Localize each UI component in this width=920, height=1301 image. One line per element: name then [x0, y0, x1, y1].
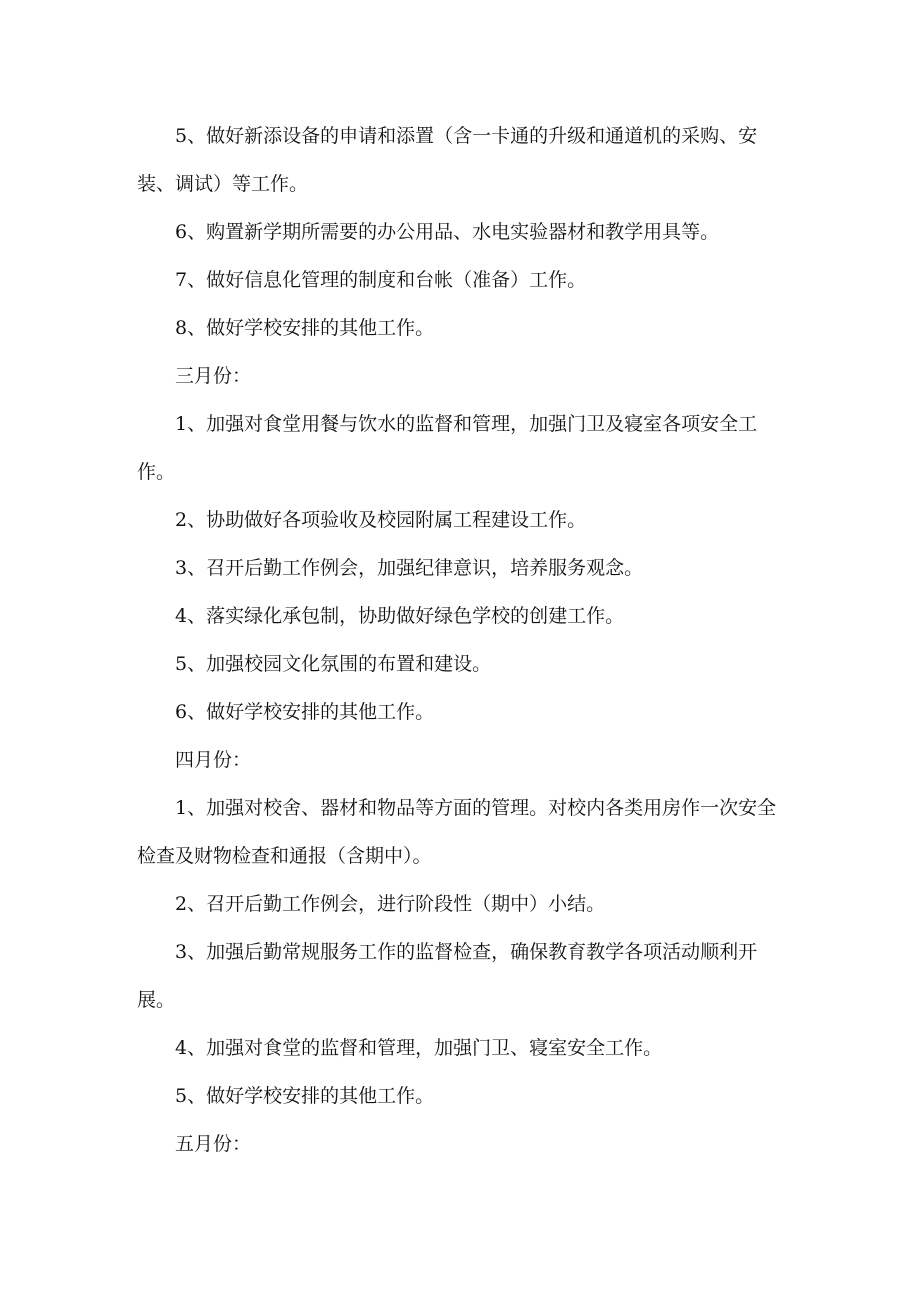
paragraph-item: 6、做好学校安排的其他工作。	[175, 701, 435, 723]
paragraph-item: 2、召开后勤工作例会，进行阶段性（期中）小结。	[175, 893, 606, 915]
paragraph-item: 1、加强对校舍、器材和物品等方面的管理。对校内各类用房作一次安全检查及财物检查和通报（含期中）。	[137, 797, 777, 867]
paragraph-item: 5、做好学校安排的其他工作。	[175, 1085, 435, 1107]
paragraph-item: 4、落实绿化承包制，协助做好绿色学校的创建工作。	[175, 605, 625, 627]
paragraph-item: 6、购置新学期所需要的办公用品、水电实验器材和教学用具等。	[175, 221, 720, 243]
paragraph-item: 2、协助做好各项验收及校园附属工程建设工作。	[175, 509, 587, 531]
paragraph-item: 4、加强对食堂的监督和管理，加强门卫、寝室安全工作。	[175, 1037, 663, 1059]
section-heading-march: 三月份：	[175, 365, 252, 387]
document-body	[137, 112, 789, 1168]
paragraph-item: 3、加强后勤常规服务工作的监督检查，确保教育教学各项活动顺利开展。	[137, 941, 758, 1011]
section-heading-may: 五月份：	[175, 1133, 252, 1155]
section-heading-april: 四月份：	[175, 749, 252, 771]
paragraph-item: 7、做好信息化管理的制度和台帐（准备）工作。	[175, 269, 587, 291]
paragraph-item: 5、做好新添设备的申请和添置（含一卡通的升级和通道机的采购、安装、调试）等工作。	[137, 125, 758, 195]
paragraph-item: 3、召开后勤工作例会，加强纪律意识，培养服务观念。	[175, 557, 644, 579]
paragraph-item: 1、加强对食堂用餐与饮水的监督和管理，加强门卫及寝室各项安全工作。	[137, 413, 758, 483]
paragraph-item: 8、做好学校安排的其他工作。	[175, 317, 435, 339]
paragraph-item: 5、加强校园文化氛围的布置和建设。	[175, 653, 492, 675]
